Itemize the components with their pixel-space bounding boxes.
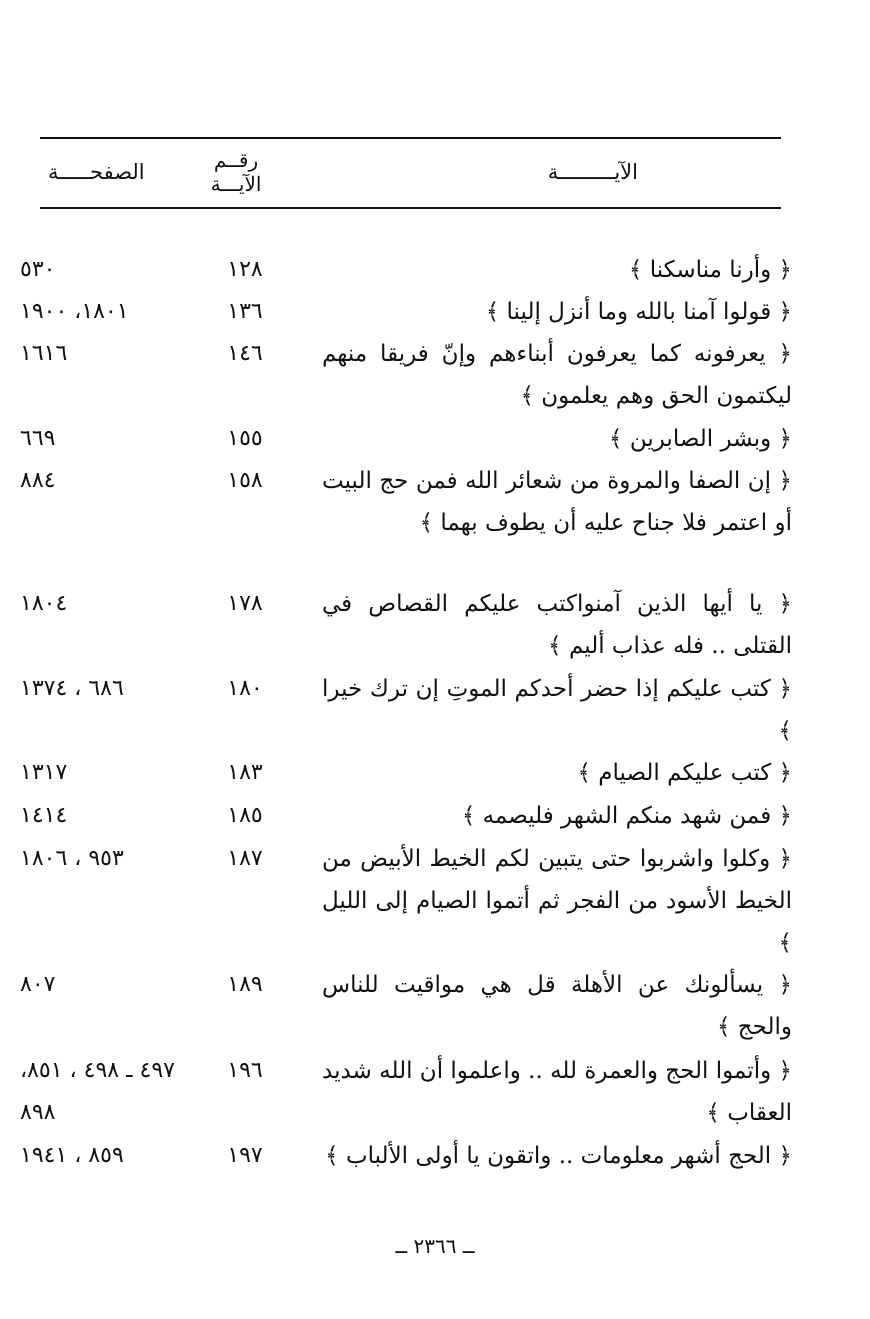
page-references: ٨٥٩ ، ١٩٤١	[20, 1143, 124, 1168]
verse-text: ﴿ يعرفونه كما يعرفون أبناءهم وإنّ فريقا منهم ليكتمون الحق وهم يعلمون ﴾	[322, 341, 792, 409]
verse-text: ﴿ وبشر الصابرين ﴾	[609, 426, 792, 452]
verse-number: ١٢٨	[227, 257, 263, 282]
verse-text: ﴿ إن الصفا والمروة من شعائر الله فمن حج البيت أو اعتمر فلا جناح عليه أن يطوف بهما ﴾	[322, 468, 792, 536]
page-references: ١٣١٧	[20, 760, 68, 785]
verse-number: ١٥٨	[227, 468, 263, 493]
verse-number: ١٣٦	[227, 299, 263, 324]
verse-number: ١٨٥	[227, 803, 263, 828]
column-header-page: الصفحـــــة	[48, 160, 145, 184]
verse-number: ١٤٦	[227, 341, 263, 366]
verse-number: ١٥٥	[227, 426, 263, 451]
verse-text: ﴿ الحج أشهر معلومات .. واتقون يا أولى الألباب ﴾	[325, 1143, 792, 1169]
page-references: ٨٠٧	[20, 972, 56, 997]
verse-number: ١٧٨	[227, 591, 263, 616]
verse-number: ١٨٣	[227, 760, 263, 785]
verse-number: ١٩٦	[227, 1058, 263, 1083]
verse-text: ﴿ كتب عليكم إذا حضر أحدكم الموتِ إن ترك خيرا ﴾	[322, 676, 792, 744]
verse-number: ١٨٠	[227, 676, 263, 701]
verse-number: ١٨٩	[227, 972, 263, 997]
verse-text: ﴿ فمن شهد منكم الشهر فليصمه ﴾	[461, 803, 792, 829]
page-references: ٩٥٣ ، ١٨٠٦	[20, 846, 124, 871]
verse-text: ﴿ قولوا آمنا بالله وما أنزل إلينا ﴾	[485, 299, 792, 325]
page-references: ٤٩٧ ـ ٤٩٨ ، ٨٥١، ٨٩٨	[20, 1058, 175, 1125]
column-header-verse-number	[196, 148, 276, 196]
verse-number: ١٨٧	[227, 846, 263, 871]
header-top-rule	[40, 137, 781, 139]
verse-number: ١٩٧	[227, 1143, 263, 1168]
page-number: ــ ٢٣٦٦ ــ	[395, 1234, 475, 1258]
page-references: ١٨٠٤	[20, 591, 68, 616]
page-references: ٨٨٤	[20, 468, 56, 493]
verse-text: ﴿ كتب عليكم الصيام ﴾	[577, 760, 792, 786]
page-references: ٦٦٩	[20, 426, 56, 451]
column-header-number-line2: الآيـــة	[210, 172, 262, 196]
page-references: ١٤١٤	[20, 803, 68, 828]
page-references: ١٨٠١، ١٩٠٠	[20, 299, 129, 324]
verse-text: ﴿ وأرنا مناسكنا ﴾	[628, 257, 792, 283]
page-references: ٦٨٦ ، ١٣٧٤	[20, 676, 124, 701]
verse-text: ﴿ وكلوا واشربوا حتى يتبين لكم الخيط الأبيض من الخيط الأسود من الفجر ثم أتموا الصيام إلى الليل ﴾	[322, 846, 792, 956]
verse-text: ﴿ يسألونك عن الأهلة قل هي مواقيت للناس والحج ﴾	[322, 972, 792, 1040]
verse-text: ﴿ يا أيها الذين آمنواكتب عليكم القصاص في القتلى .. فله عذاب أليم ﴾	[322, 591, 792, 659]
page-references: ١٦١٦	[20, 341, 68, 366]
verse-text: ﴿ وأتموا الحج والعمرة لله .. واعلموا أن الله شديد العقاب ﴾	[322, 1058, 792, 1126]
header-bottom-rule	[40, 207, 781, 209]
column-header-verse: الآيـــــــــة	[547, 160, 638, 184]
column-header-number-line1: رقــم	[213, 148, 259, 172]
page-references: ٥٣٠	[20, 257, 56, 282]
